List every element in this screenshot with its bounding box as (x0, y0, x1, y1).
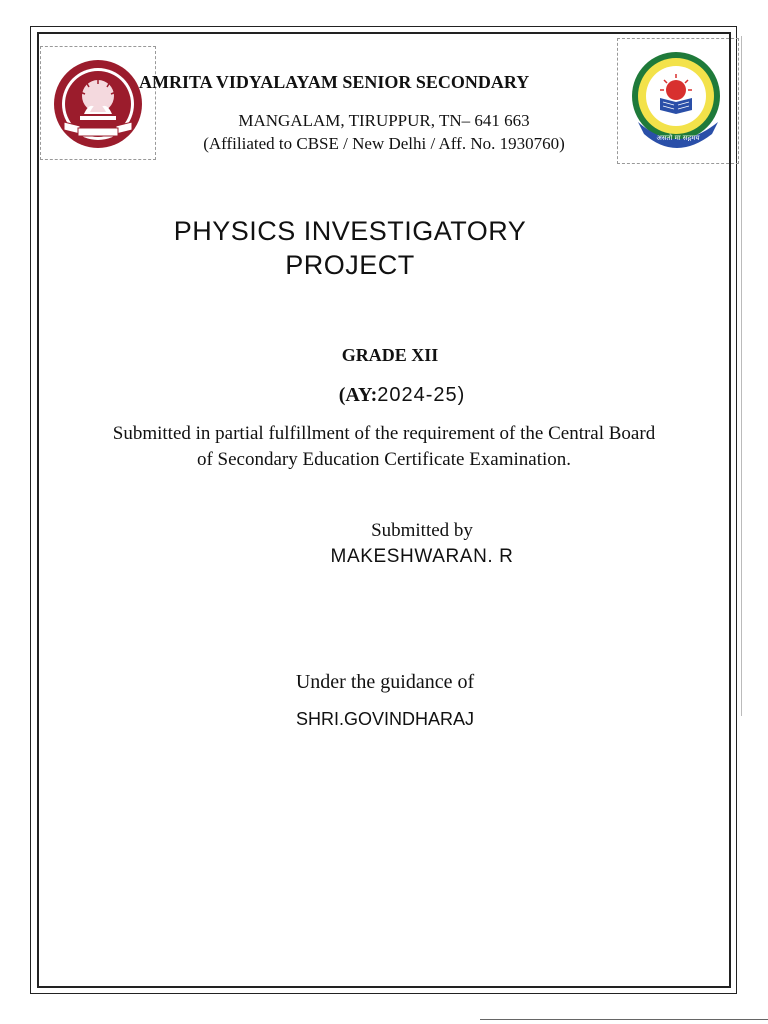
svg-text:असतो मा सद्गमय: असतो मा सद्गमय (656, 134, 700, 142)
project-title-line1: PHYSICS INVESTIGATORY (173, 216, 527, 246)
grade-label: GRADE XII (341, 345, 439, 365)
student-name: MAKESHWARAN. R (330, 546, 514, 567)
submitted-by-label: Submitted by (371, 520, 473, 541)
academic-year-value: 2024-25) (377, 384, 466, 406)
school-affiliation: (Affiliated to CBSE / New Delhi / Aff. No. 1930760) (203, 134, 565, 153)
school-address (164, 109, 604, 155)
page-border-inner (37, 32, 731, 988)
school-name: AMRITA VIDYALAYAM SENIOR SECONDARY (139, 72, 530, 92)
submission-statement (44, 421, 724, 473)
guidance-label: Under the guidance of (295, 671, 475, 693)
project-title (100, 214, 600, 282)
academic-year-label: (AY: (338, 384, 378, 406)
cbse-emblem-icon (622, 44, 734, 156)
school-address-line1: MANGALAM, TIRUPPUR, TN– 641 663 (238, 111, 530, 130)
scan-bottom-line (480, 1019, 768, 1020)
school-emblem-icon (50, 56, 146, 152)
submission-statement-line2: of Secondary Education Certificate Examination. (196, 449, 572, 470)
guide-name: SHRI.GOVINDHARAJ (295, 709, 475, 729)
project-title-line2: PROJECT (285, 250, 415, 280)
submission-statement-line1: Submitted in partial fulfillment of the requirement of the Central Board (112, 423, 656, 444)
scan-edge-line (741, 36, 742, 716)
academic-year (200, 384, 604, 407)
